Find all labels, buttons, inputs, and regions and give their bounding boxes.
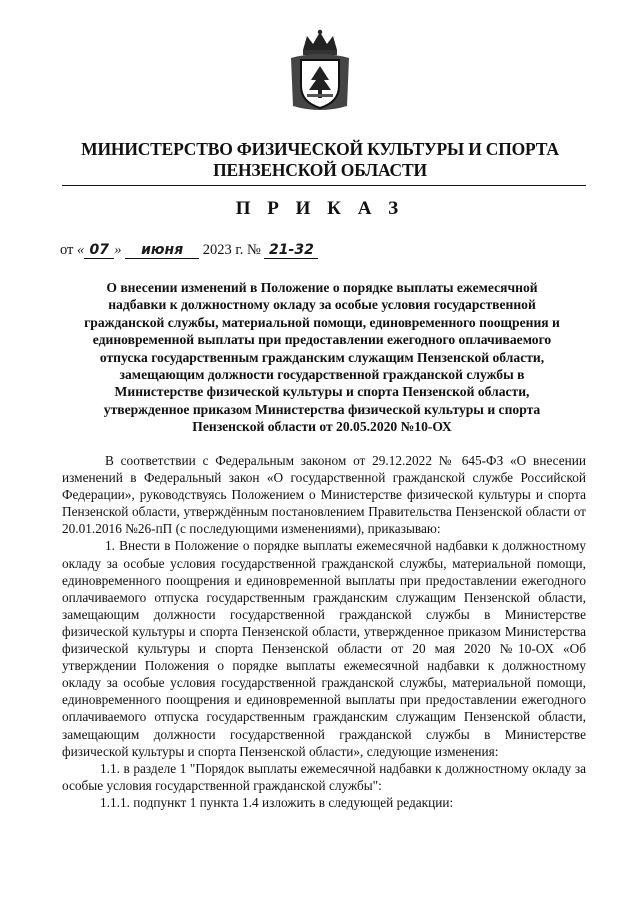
body-paragraph-item-1-1-1: 1.1.1. подпункт 1 пункта 1.4 изложить в следующей редакции: <box>100 794 454 810</box>
header-divider <box>62 185 586 186</box>
heading-line: отпуска государственным гражданским служащим Пензенской области, <box>99 349 545 365</box>
ministry-name-line2: ПЕНЗЕНСКОЙ ОБЛАСТИ <box>213 160 427 180</box>
heading-line: надбавки к должностному окладу за особые условия государственной <box>108 297 536 313</box>
ministry-name-line1: МИНИСТЕРСТВО ФИЗИЧЕСКОЙ КУЛЬТУРЫ И СПОРТА <box>81 139 559 159</box>
date-prefix: от <box>60 242 74 258</box>
body-paragraph-item-1: 1. Внести в Положение о порядке выплаты ежемесячной надбавки к должностному окладу за особые условия государственной гражданской службы, материальной помощи, единовременного поощрения и единовременной выплаты при предоставлении ежегодного оплачиваемого отпуска государственным гражданским служащим Пензенской области, замещающим должности государственной гражданской службы в Министерстве физической культуры и спорта Пензенской области, утвержденное приказом Министерства физической культуры и спорта Пензенской области от 20 мая 2020 №10-ОХ «Об утверждении Положения о порядке выплаты ежемесячной надбавки к должностному окладу за особые условия государственной гражданской службы, материальной помощи, единовременного поощрения и единовременной выплаты при предоставлении ежегодного оплачиваемого отпуска государственным гражданским служащим Пензенской области, замещающим должности государственной гражданской службы в Министерстве физической культуры и спорта Пензенской области», следующие изменения: <box>62 538 586 759</box>
body-paragraph-item-1-1: 1.1. в разделе 1 "Порядок выплаты ежемесячной надбавки к должностному окладу за особые условия государственной гражданской службы": <box>62 760 586 793</box>
heading-line: Пензенской области от 20.05.2020 №10-ОХ <box>192 419 452 435</box>
heading-line: О внесении изменений в Положение о порядке выплаты ежемесячной <box>106 280 538 295</box>
document-type-title: П Р И К А З <box>235 198 405 219</box>
order-year: 2023 г. № <box>202 242 261 258</box>
ministry-name <box>60 139 580 181</box>
order-body <box>62 452 586 811</box>
order-number: 21-32 <box>264 242 318 259</box>
order-date-number <box>60 242 318 259</box>
order-subject-heading <box>62 279 582 436</box>
order-month: июня <box>125 242 199 259</box>
coat-of-arms-icon <box>285 28 355 114</box>
quote-open: « <box>77 242 85 258</box>
heading-line: единовременной выплаты при предоставлении ежегодного оплачиваемого <box>92 332 552 348</box>
heading-line: утвержденное приказом Министерства физической культуры и спорта <box>103 401 541 417</box>
order-day: 07 <box>84 242 114 259</box>
heading-line: замещающим должности государственной гражданской службы в <box>119 367 525 383</box>
heading-line: гражданской службы, материальной помощи, единовременного поощрения и <box>84 314 560 330</box>
quote-close: » <box>114 242 122 258</box>
heading-line: Министерстве физической культуры и спорта Пензенской области, <box>114 384 530 400</box>
body-paragraph-preamble: В соответствии с Федеральным законом от 29.12.2022 № 645-ФЗ «О внесении изменений в Федеральный закон «О государственной гражданской службе Российской Федерации», руководствуясь Положением о Министерстве физической культуры и спорта Пензенской области, утверждённым постановлением Правительства Пензенской области от 20.01.2016 №26-пП (с последующими изменениями), приказываю: <box>62 453 586 537</box>
